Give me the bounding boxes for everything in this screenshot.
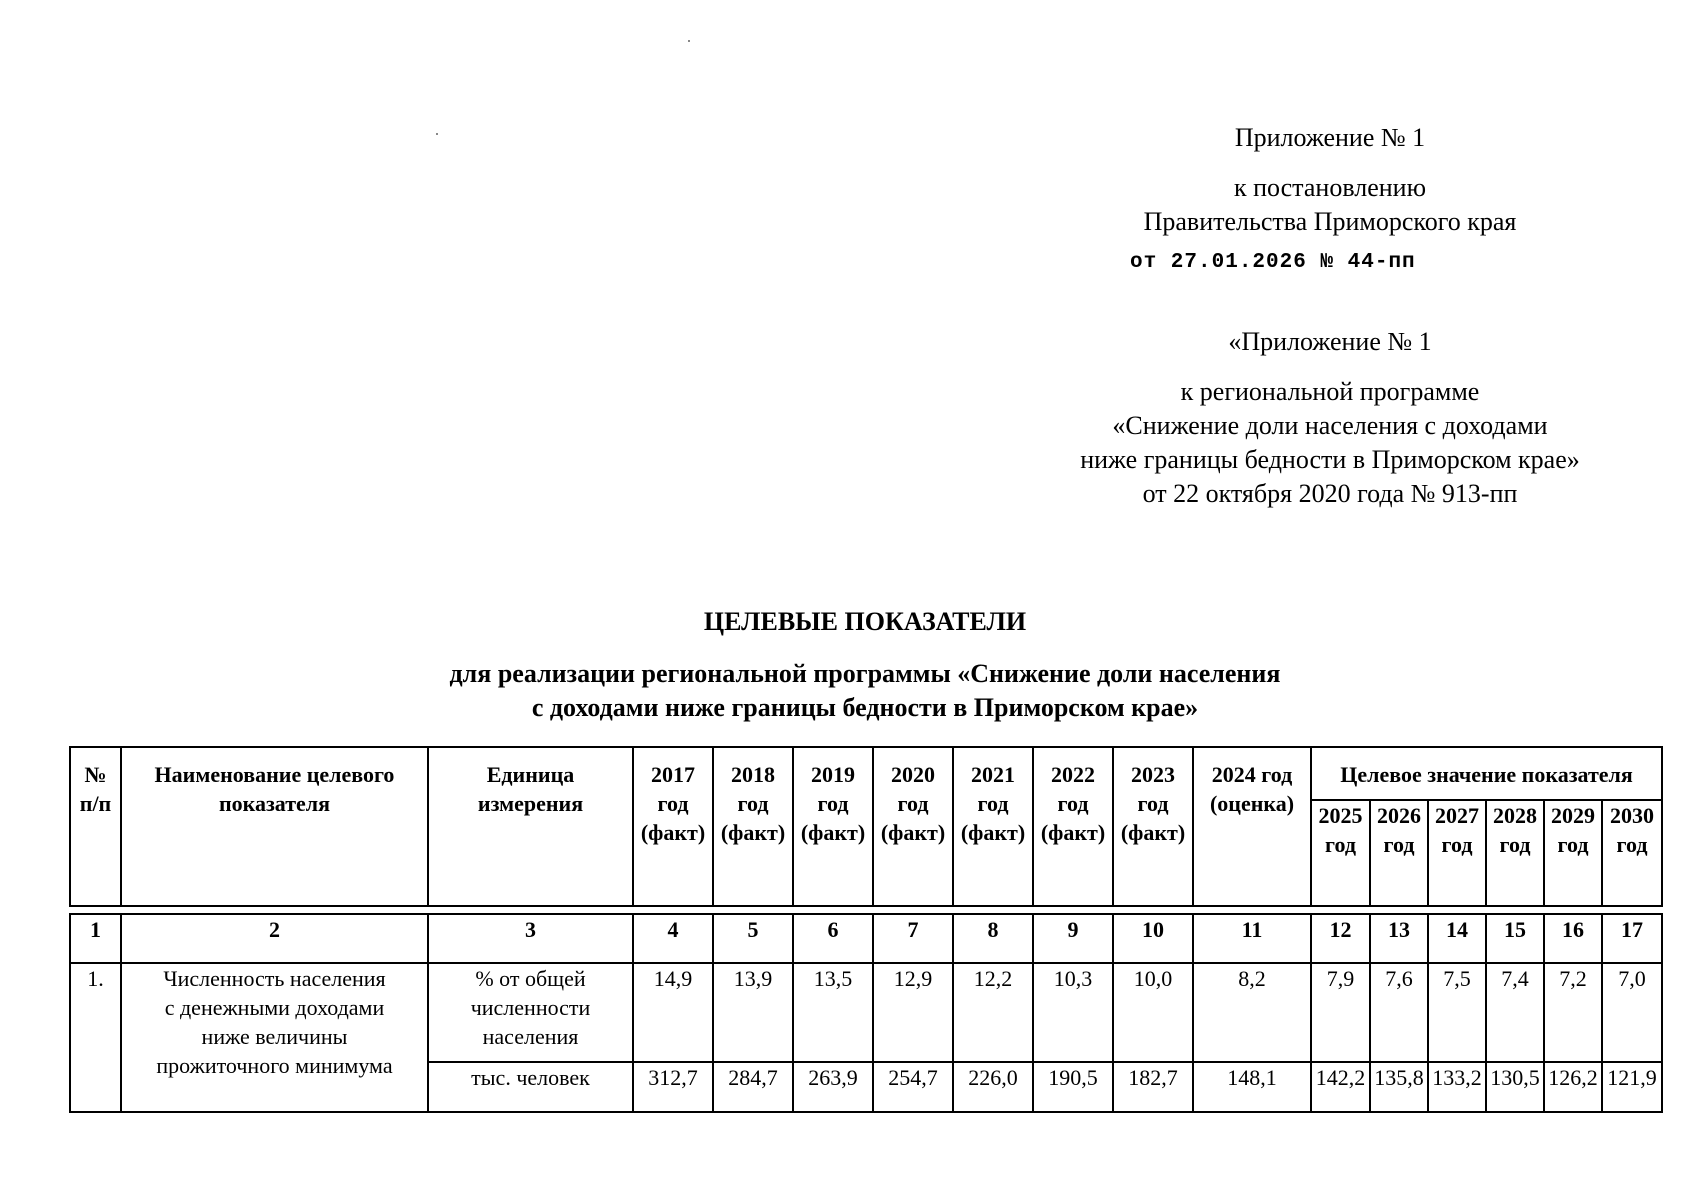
value-cell: 284,7: [713, 1062, 793, 1112]
column-number: 1: [70, 914, 121, 963]
value-cell: 7,9: [1311, 963, 1370, 1062]
value-cell: 7,4: [1486, 963, 1544, 1062]
indicator-name-line-1: Численность населения: [163, 966, 386, 991]
header-number-line-1: №: [84, 762, 107, 787]
value-cell: 254,7: [873, 1062, 953, 1112]
column-number: 14: [1428, 914, 1486, 963]
value-cell: 182,7: [1113, 1062, 1193, 1112]
column-number: 6: [793, 914, 873, 963]
column-number: 4: [633, 914, 713, 963]
table-row: [70, 963, 1662, 1062]
value-cell: 312,7: [633, 1062, 713, 1112]
government-label: Правительства Приморского края: [1143, 207, 1517, 236]
unit-percent: % от общей численности населения: [428, 963, 633, 1062]
decree-number-stamp: от 27.01.2026 № 44-пп: [1130, 251, 1416, 274]
subtitle-line-1: для реализации региональной программы «Снижение доли населения: [449, 659, 1281, 688]
column-number: 11: [1193, 914, 1311, 963]
scan-speck: [688, 40, 690, 42]
appendix-label: Приложение № 1: [1234, 123, 1426, 152]
column-numbers-row: [70, 914, 1662, 963]
header-year-fact: 2021 год (факт): [953, 747, 1033, 906]
program-line-4: от 22 октября 2020 года № 913-пп: [1142, 479, 1518, 508]
value-cell: 121,9: [1602, 1062, 1662, 1112]
column-number: 3: [428, 914, 633, 963]
header-unit-line-2: измерения: [477, 791, 584, 816]
header-year-fact: 2022 год (факт): [1033, 747, 1113, 906]
value-cell: 130,5: [1486, 1062, 1544, 1112]
header-year-fact: 2023 год (факт): [1113, 747, 1193, 906]
value-cell: 135,8: [1370, 1062, 1428, 1112]
header-year-fact: 2019 год (факт): [793, 747, 873, 906]
program-line-2: «Снижение доли населения с доходами: [1112, 411, 1548, 440]
value-cell: 142,2: [1311, 1062, 1370, 1112]
header-target-year: 2030 год: [1602, 800, 1662, 906]
value-cell: 13,9: [713, 963, 793, 1062]
column-number: 7: [873, 914, 953, 963]
header-number-line-2: п/п: [79, 791, 112, 816]
subtitle-line-2: с доходами ниже границы бедности в Приморском крае»: [531, 693, 1199, 722]
value-cell: 126,2: [1544, 1062, 1602, 1112]
value-cell: 226,0: [953, 1062, 1033, 1112]
decree-reference: [1090, 171, 1570, 239]
program-appendix-label: «Приложение № 1: [1228, 327, 1432, 356]
column-number: 15: [1486, 914, 1544, 963]
program-line-1: к региональной программе: [1180, 377, 1480, 406]
indicator-name: [121, 963, 428, 1112]
column-number: 2: [121, 914, 428, 963]
header-number: [70, 747, 121, 906]
value-cell: 10,3: [1033, 963, 1113, 1062]
header-target-year: 2025 год: [1311, 800, 1370, 906]
target-indicators-table: [69, 746, 1663, 1113]
header-year-estimate: 2024 год (оценка): [1193, 747, 1311, 906]
value-cell: 7,5: [1428, 963, 1486, 1062]
value-cell: 13,5: [793, 963, 873, 1062]
column-number: 17: [1602, 914, 1662, 963]
column-number: 16: [1544, 914, 1602, 963]
value-cell: 14,9: [633, 963, 713, 1062]
header-target-value: Целевое значение показателя: [1311, 747, 1662, 800]
scan-speck: [436, 133, 438, 135]
value-cell: 10,0: [1113, 963, 1193, 1062]
column-number: 12: [1311, 914, 1370, 963]
unit-thousand-people: тыс. человек: [428, 1062, 633, 1112]
document-title: ЦЕЛЕВЫЕ ПОКАЗАТЕЛИ: [703, 607, 1027, 636]
column-number: 9: [1033, 914, 1113, 963]
header-name-line-1: Наименование целевого: [154, 762, 395, 787]
value-cell: 8,2: [1193, 963, 1311, 1062]
header-indicator-name: [121, 747, 428, 906]
header-unit: [428, 747, 633, 906]
value-cell: 148,1: [1193, 1062, 1311, 1112]
program-appendix: [1030, 325, 1630, 359]
value-cell: 12,2: [953, 963, 1033, 1062]
header-unit-line-1: Единица: [486, 762, 575, 787]
header-name-line-2: показателя: [218, 791, 331, 816]
column-number: 5: [713, 914, 793, 963]
value-cell: 12,9: [873, 963, 953, 1062]
header-year-fact: 2020 год (факт): [873, 747, 953, 906]
program-line-3: ниже границы бедности в Приморском крае»: [1080, 445, 1580, 474]
program-reference: [1000, 375, 1660, 511]
value-cell: 7,6: [1370, 963, 1428, 1062]
column-number: 13: [1370, 914, 1428, 963]
value-cell: 190,5: [1033, 1062, 1113, 1112]
indicator-name-line-2: с денежными доходами: [164, 995, 385, 1020]
column-number: 8: [953, 914, 1033, 963]
header-year-fact: 2018 год (факт): [713, 747, 793, 906]
document-subtitle: [0, 657, 1700, 725]
header-target-year: 2028 год: [1486, 800, 1544, 906]
decree-header: [1090, 121, 1570, 155]
row-number: 1.: [70, 963, 121, 1112]
header-target-year: 2029 год: [1544, 800, 1602, 906]
to-decree-label: к постановлению: [1233, 173, 1427, 202]
value-cell: 263,9: [793, 1062, 873, 1112]
value-cell: 7,2: [1544, 963, 1602, 1062]
column-number: 10: [1113, 914, 1193, 963]
header-target-year: 2026 год: [1370, 800, 1428, 906]
indicator-name-line-4: прожиточного минимума: [156, 1053, 393, 1078]
header-target-year: 2027 год: [1428, 800, 1486, 906]
header-gap: [70, 906, 1662, 914]
indicator-name-line-3: ниже величины: [201, 1024, 348, 1049]
value-cell: 133,2: [1428, 1062, 1486, 1112]
header-year-fact: 2017 год (факт): [633, 747, 713, 906]
value-cell: 7,0: [1602, 963, 1662, 1062]
